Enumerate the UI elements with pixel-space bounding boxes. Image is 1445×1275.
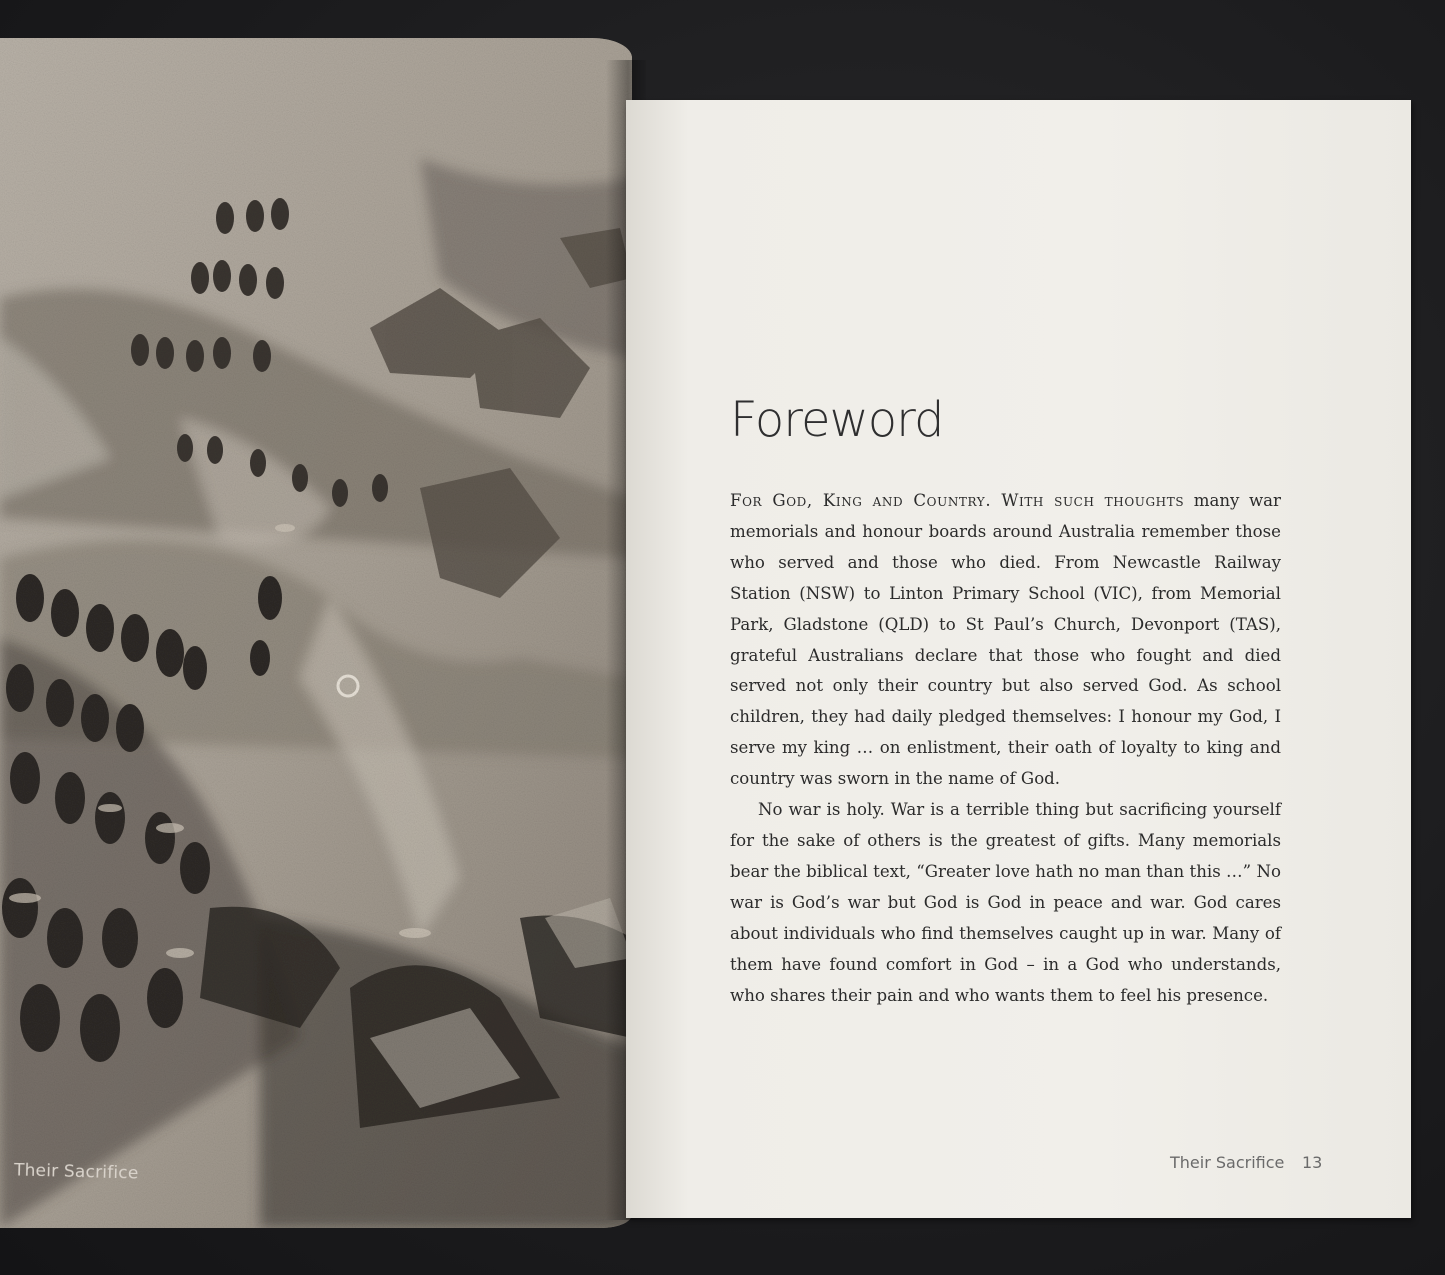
page-title: Foreword bbox=[730, 392, 944, 448]
paragraph-1-rest: many war memorials and honour boards around Australia remember those who served and those who died. From Newcastle Railway Station (NSW) to Linton Primary School (VIC), from Memorial Park, Gladstone (QLD) to St Paul’s Church, Devonport (TAS), grateful Australians declare that those who fought and died served not only their country but also served God. As school children, they had daily pledged themselves: I honour my God, I serve my king … on enlistment, their oath of loyalty to king and country was sworn in the name of God. bbox=[730, 491, 1281, 789]
paragraph-2: No war is holy. War is a terrible thing but sacrificing yourself for the sake of others is the greatest of gifts. Many memorials bear the biblical text, “Greater love hath no man than this …” No war is God’s war but God is God in peace and war. God cares about individuals who find themselves caught up in war. Many of them have found comfort in God – in a God who understands, who shares their pain and who wants them to feel his presence. bbox=[730, 800, 1281, 1005]
paragraph-1-lead: For God, King and Country. With such thoughts bbox=[730, 491, 1185, 510]
foreword-body bbox=[730, 486, 1281, 1011]
page-number: 13 bbox=[1302, 1153, 1323, 1172]
show-through-text bbox=[730, 240, 1280, 272]
photo-soldiers-on-hillside bbox=[0, 38, 632, 1228]
left-page bbox=[0, 38, 632, 1228]
right-page bbox=[626, 100, 1411, 1218]
paragraph-1 bbox=[730, 486, 1281, 795]
right-running-footer: Their Sacrifice bbox=[1170, 1153, 1285, 1172]
left-running-footer: Their Sacrifice bbox=[13, 1160, 139, 1184]
